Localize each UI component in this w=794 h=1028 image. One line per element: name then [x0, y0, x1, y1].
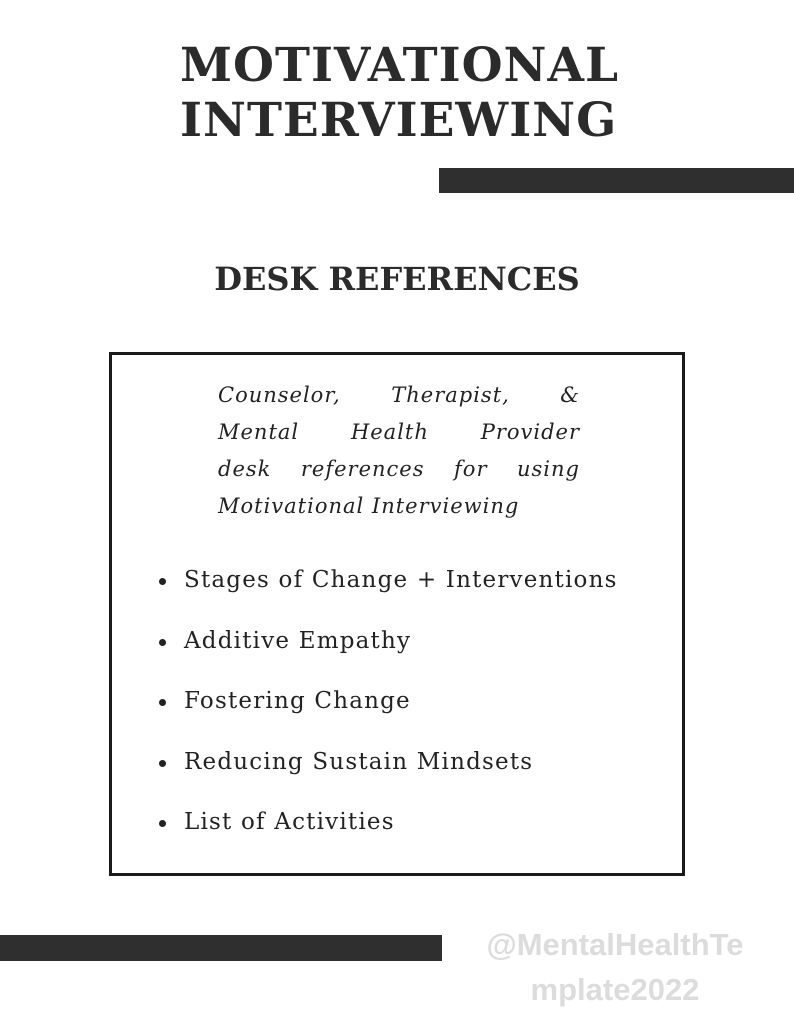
list-item	[157, 567, 618, 628]
decorative-bar-top	[439, 168, 794, 193]
watermark	[470, 922, 760, 1012]
list-item-label: Fostering Change	[184, 688, 411, 714]
subtitle: DESK REFERENCES	[214, 260, 580, 298]
feature-list	[157, 567, 618, 870]
list-item-label: Stages of Change + Interventions	[184, 567, 618, 593]
list-item-label: Additive Empathy	[184, 627, 412, 654]
bullet-icon	[159, 820, 166, 827]
watermark-line-1: @MentalHealthTe	[486, 927, 744, 962]
watermark-line-2: mplate2022	[530, 972, 700, 1007]
intro-line: desk references for using	[218, 457, 580, 481]
list-item-label: List of Activities	[184, 809, 395, 835]
list-item	[157, 809, 618, 870]
intro-line: Mental Health Provider	[218, 420, 580, 444]
intro-line: Counselor, Therapist, &	[218, 383, 580, 407]
bullet-icon	[159, 760, 166, 767]
intro-line: Motivational Interviewing	[218, 494, 520, 518]
list-item-label: Reducing Sustain Mindsets	[184, 748, 534, 775]
page-title	[180, 38, 619, 148]
bullet-icon	[159, 639, 166, 646]
title-line-1: MOTIVATIONAL	[180, 38, 620, 93]
content-box	[109, 352, 685, 876]
bullet-icon	[159, 578, 166, 585]
list-item	[157, 628, 618, 689]
list-item	[157, 688, 618, 749]
bullet-icon	[159, 699, 166, 706]
list-item	[157, 749, 618, 810]
intro-text	[218, 377, 580, 525]
decorative-bar-bottom	[0, 935, 442, 961]
title-line-2: INTERVIEWING	[180, 93, 618, 148]
